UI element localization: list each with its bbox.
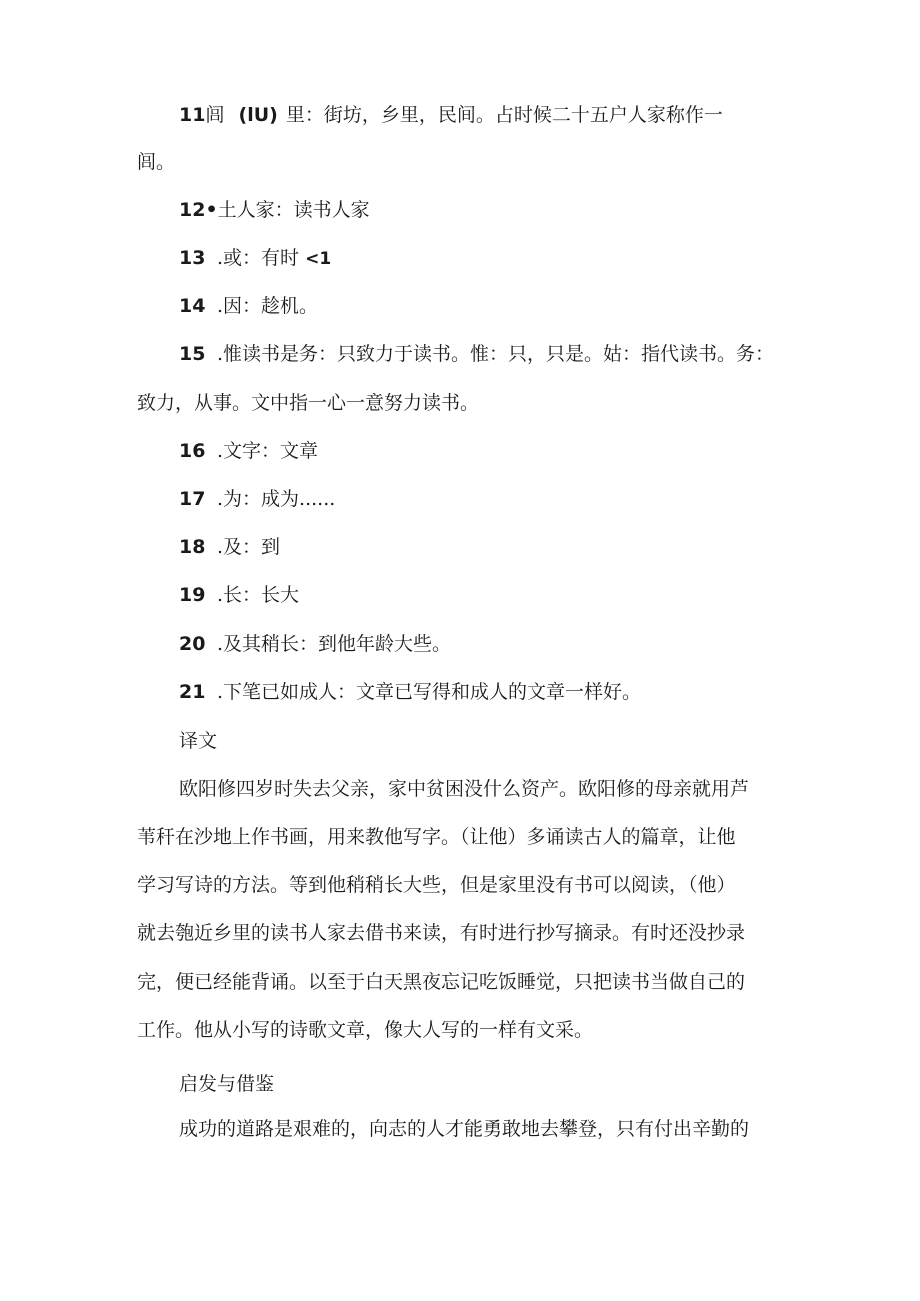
note-text: 土人家：读书人家 xyxy=(217,199,370,221)
note-18 xyxy=(179,535,579,559)
note-number: 16 xyxy=(179,440,206,462)
note-number: 18 xyxy=(179,536,206,558)
note-11-continuation: 闾。 xyxy=(137,151,176,173)
note-13 xyxy=(179,246,579,271)
translation-line: 工作。他从小写的诗歌文章，像大人写的一样有文采。 xyxy=(137,1019,594,1041)
note-number: 19 xyxy=(179,584,206,606)
note-text: 闾 xyxy=(205,104,225,126)
note-20 xyxy=(179,632,579,656)
note-text: .惟读书是务：只致力于读书。惟：只，只是。姑：指代读书。务： xyxy=(217,343,775,365)
note-number: 17 xyxy=(179,488,206,510)
pronunciation: (lU) xyxy=(238,104,278,126)
note-text: .及：到 xyxy=(217,536,281,558)
note-12 xyxy=(179,198,579,222)
note-15 xyxy=(179,342,779,366)
note-number: 21 xyxy=(179,681,206,703)
translation-heading: 译文 xyxy=(179,730,218,752)
note-19 xyxy=(179,583,579,607)
note-17 xyxy=(179,487,579,511)
note-text: .下笔已如成人：文章已写得和成人的文章一样好。 xyxy=(217,681,642,703)
inspiration-line: 成功的道路是艰难的，向志的人才能勇敢地去攀登，只有付出辛勤的 xyxy=(179,1118,750,1140)
note-text: .长：长大 xyxy=(217,584,300,606)
translation-line: 完，便已经能背诵。以至于白天黑夜忘记吃饭睡觉，只把读书当做自己的 xyxy=(137,971,746,993)
note-text: .为：成为...... xyxy=(217,488,336,510)
note-15-continuation: 致力，从事。文中指一心一意努力读书。 xyxy=(137,392,480,414)
note-number: 15 xyxy=(179,343,206,365)
note-number: 20 xyxy=(179,633,206,655)
translation-line: 苇秆在沙地上作书画，用来教他写字。（让他）多诵读古人的篇章，让他 xyxy=(137,826,736,848)
translation-line: 学习写诗的方法。等到他稍稍长大些，但是家里没有书可以阅读，（他） xyxy=(137,874,736,896)
note-tail: <1 xyxy=(305,249,332,269)
translation-line: 就去匏近乡里的读书人家去借书来读，有时进行抄写摘录。有时还没抄录 xyxy=(137,922,746,944)
note-number: 13 xyxy=(179,247,206,269)
note-number: 14 xyxy=(179,295,206,317)
note-16 xyxy=(179,439,579,463)
note-number: 11 xyxy=(179,104,206,126)
note-text: .及其稍长：到他年龄大些。 xyxy=(217,633,452,655)
note-14 xyxy=(179,294,579,318)
note-text: .或：有时 xyxy=(217,247,300,269)
note-number: 12• xyxy=(179,199,218,221)
note-text: .因：趁机。 xyxy=(217,295,319,317)
inspiration-heading: 启发与借鉴 xyxy=(179,1073,275,1095)
note-11 xyxy=(179,103,739,127)
note-text: .文字：文章 xyxy=(217,440,319,462)
note-21 xyxy=(179,680,779,704)
note-text: 里：街坊，乡里，民间。占时候二十五户人家称作一 xyxy=(285,104,723,126)
translation-line: 欧阳修四岁时失去父亲，家中贫困没什么资产。欧阳修的母亲就用芦 xyxy=(179,778,750,800)
